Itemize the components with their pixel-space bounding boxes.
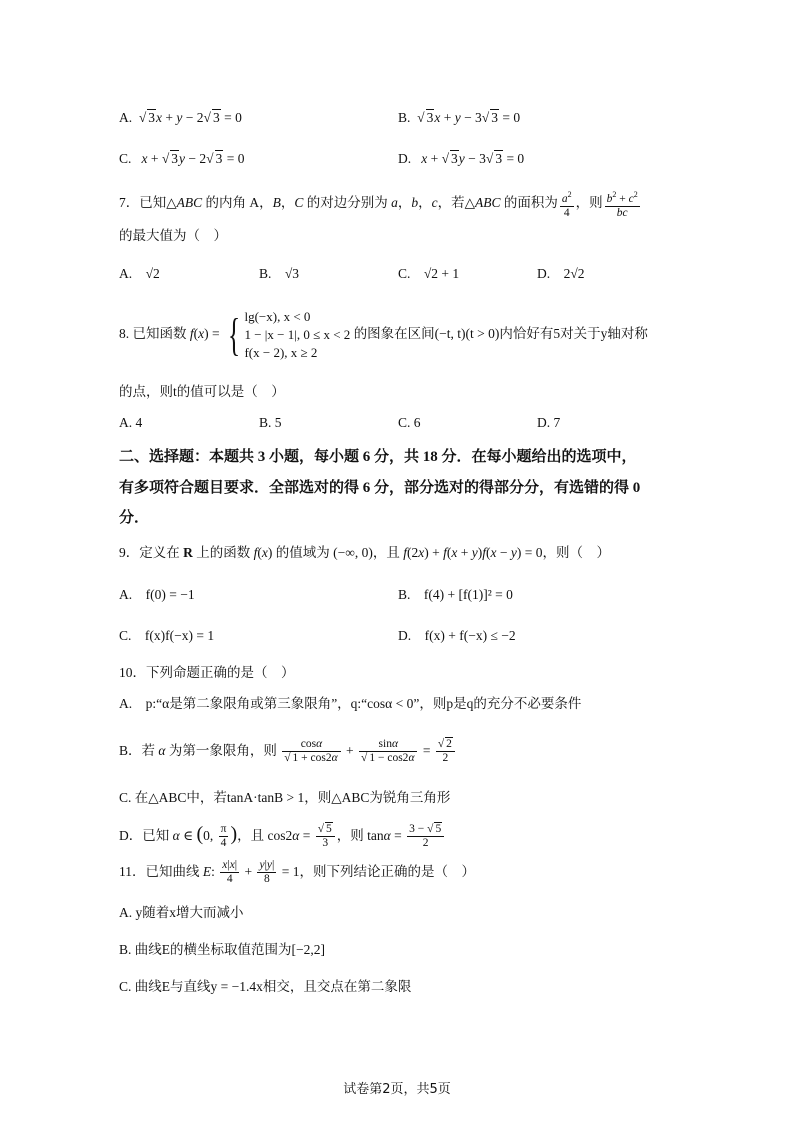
q6-option-b-label: B.: [398, 110, 411, 125]
fraction-3-minus-sqrt5-over-2: $\frac{3 - √ 5}{2}$: [407, 823, 444, 850]
q6-option-c-label: C.: [119, 151, 132, 166]
q8-option-c: C. 6: [398, 415, 421, 430]
q8-stem: 8. 已知函数 f(x) = { lg(−x), x < 0 1 − |x − 1|, 0 ≤ x < 2 f(x − 2), x ≥ 2 的图象在区间(−t, t)(t > 0)内恰好有5对关于y轴对称: [119, 308, 648, 360]
fraction-sin-over-sqrt: $\frac{\sin\alpha}{√ 1 - \cos 2\alpha}$: [359, 738, 417, 765]
q9-option-d: D. f(x) + f(−x) ≤ −2: [398, 628, 516, 643]
fraction-sqrt2-over-2: $\frac{√ 2}{2}$: [436, 738, 455, 765]
fraction-a2-over-4: $\frac{a^2}{4}$: [561, 189, 572, 219]
q11-option-c: C. 曲线E与直线y = −1.4x相交，且交点在第二象限: [119, 979, 412, 994]
q10-option-d: D．已知 α ∈ (0, $\frac{\pi}{4}$ )，且 cos2α = $\frac{√ 5}{3}$ ，则 tanα = $\frac{3 - √ 5}{2}$: [119, 815, 446, 853]
fraction-sqrt5-over-3: $\frac{√ 5}{3}$: [316, 823, 335, 850]
q6-option-d-label: D.: [398, 151, 412, 166]
q6-option-a: [119, 108, 242, 128]
q7-option-b: B. √3: [259, 266, 300, 281]
q10-option-b: B．若 α 为第一象限角，则 $\frac{\cos\alpha}{√ 1 + \cos 2\alpha}$ + $\frac{\sin\alpha}{√ 1 - \cos 2\alpha}$ = $\frac{√ 2}{2}$: [119, 732, 457, 770]
piecewise-case-1: lg(−x), x < 0: [244, 308, 311, 324]
q7-option-d: D. 2√2: [537, 266, 585, 281]
q8-stem-prefix: 8. 已知函数: [119, 326, 187, 341]
q6-option-d: [398, 149, 524, 169]
q7-option-c: C. √2 + 1: [398, 266, 460, 281]
section2-heading-line3: 分．: [119, 510, 150, 526]
q9-option-b: B. f(4) + [f(1)]² = 0: [398, 587, 513, 602]
q10-stem: 10．下列命题正确的是（ ）: [119, 665, 295, 680]
q11-option-a: A. y随着x增大而减小: [119, 905, 244, 920]
page-footer: 试卷第2页，共5页: [343, 1082, 451, 1097]
piecewise-case-3: f(x − 2), x ≥ 2: [244, 344, 318, 360]
q10-option-c: C. 在△ABC中，若tanA·tanB > 1，则△ABC为锐角三角形: [119, 790, 451, 805]
section2-heading-line1: 二、选择题：本题共 3 小题，每小题 6 分，共 18 分．在每小题给出的选项中，: [119, 449, 637, 465]
q10-option-a: A. p:“α是第二象限角或第三象限角”，q:“cosα < 0”，则p是q的充分不必要条件: [119, 696, 582, 711]
fraction-x-abs-x-over-4: $\frac{x|x|}{4}$: [222, 859, 238, 886]
q11-option-b: B. 曲线E的横坐标取值范围为[−2,2]: [119, 942, 325, 957]
q7-option-a: A. √2: [119, 266, 160, 281]
q11-stem: 11．已知曲线 E: $\frac{x|x|}{4}$ + $\frac{y|y|}{8}$ = 1，则下列结论正确的是（ ）: [119, 859, 475, 886]
piecewise-case-2: 1 − |x − 1|, 0 ≤ x < 2: [244, 326, 351, 342]
q9-option-c: C. f(x)f(−x) = 1: [119, 628, 215, 643]
fraction-b2c2-over-bc: $\frac{b^2 + c^2}{bc}$: [606, 189, 638, 219]
q8-stem-line2: 的点，则t的值可以是（ ）: [119, 384, 285, 399]
fraction-cos-over-sqrt: $\frac{\cos\alpha}{√ 1 + \cos 2\alpha}$: [282, 738, 340, 765]
q9-stem: 9．定义在 R 上的函数 f(x) 的值域为 (−∞, 0)，且 f(2x) + f(x + y)f(x − y) = 0，则（ ）: [119, 545, 611, 560]
q7-stem-line2: 的最大值为（ ）: [119, 228, 227, 243]
fraction-y-abs-y-over-8: $\frac{y|y|}{8}$: [259, 859, 275, 886]
q6-option-c-formula: x + √ 3y − 2√ 3 = 0: [141, 151, 245, 166]
q8-option-b: B. 5: [259, 415, 282, 430]
q8-stem-suffix: 的图象在区间(−t, t)(t > 0)内恰好有5对关于y轴对称: [353, 326, 648, 341]
q7-stem-line1: 7．已知△ABC 的内角 A，B，C 的对边分别为 a，b，c，若△ABC 的面积为 $\frac{a^2}{4}$ ，则 $\frac{b^2 + c^2}{bc}$: [119, 189, 638, 219]
q6-option-b-formula: √ 3x + y − 3√ 3 = 0: [413, 110, 521, 125]
q9-option-a: A. f(0) = −1: [119, 587, 195, 602]
fraction-pi-over-4: $\frac{\pi}{4}$: [220, 823, 227, 850]
q6-option-a-formula: √ 3x + y − 2√ 3 = 0: [135, 110, 242, 125]
q6-option-b: [398, 108, 520, 128]
section2-heading-line2: 有多项符合题目要求．全部选对的得 6 分，部分选对的得部分分，有选错的得 0: [119, 480, 641, 496]
q6-option-c: [119, 149, 244, 169]
q8-option-a: A. 4: [119, 415, 143, 430]
q8-option-d: D. 7: [537, 415, 561, 430]
q6-option-a-label: A.: [119, 110, 133, 125]
piecewise-cases: [244, 308, 350, 362]
q6-option-d-formula: x + √ 3y − 3√ 3 = 0: [421, 151, 525, 166]
piecewise-brace: {: [227, 308, 241, 360]
